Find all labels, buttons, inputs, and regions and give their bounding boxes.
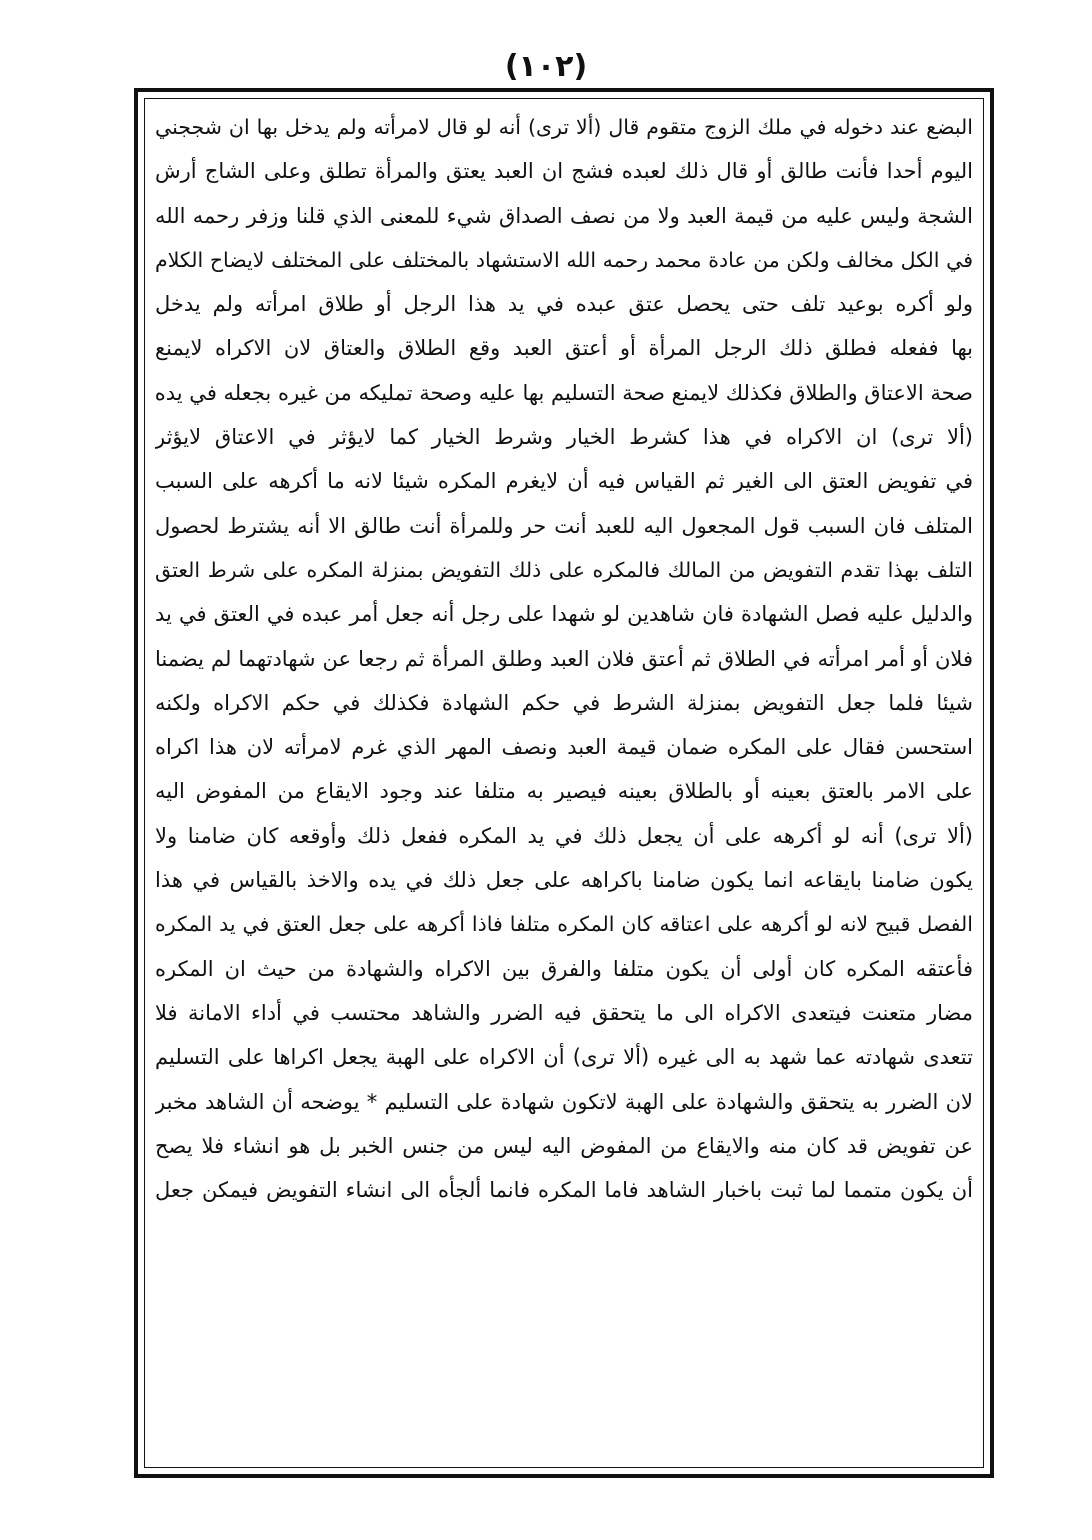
text-line: مضار متعنت فيتعدى الاكراه الى ما يتحقق فيه الضرر والشاهد محتسب في أداء الامانة فلا — [155, 1000, 973, 1025]
text-line: يكون ضامنا بايقاعه انما يكون ضامنا باكراهه على جعل ذلك في يده والاخذ بالقياس في هذا — [155, 868, 973, 893]
text-line: فلان أو أمر امرأته في الطلاق ثم أعتق فلان العبد وطلق المرأة ثم رجعا عن شهادتهما لم يضمنا — [155, 646, 973, 671]
page-frame-inner — [144, 98, 984, 1468]
text-line: أن يكون متمما لما ثبت باخبار الشاهد فاما المكره فانما ألجأه الى انشاء التفويض فيمكن جعل — [155, 1178, 973, 1203]
page-number: (١٠٢) — [504, 49, 588, 84]
text-line: بها ففعله فطلق ذلك الرجل المرأة أو أعتق العبد وقع الطلاق والعتاق لان الاكراه لايمنع — [155, 336, 973, 361]
text-line: (ألا ترى) ان الاكراه في هذا كشرط الخيار وشرط الخيار كما لايؤثر في الاعتاق لايؤثر — [155, 425, 973, 450]
text-line: الشجة وليس عليه من قيمة العبد ولا من نصف الصداق شيء للمعنى الذي قلنا وزفر رحمه الله — [155, 203, 973, 228]
text-line: والدليل عليه فصل الشهادة فان شاهدين لو شهدا على رجل أنه جعل أمر عبده في العتق في يد — [155, 602, 973, 627]
text-line: في الكل مخالف ولكن من عادة محمد رحمه الله الاستشهاد بالمختلف على المختلف لايضاح الكلام — [155, 247, 973, 272]
text-line: في تفويض العتق الى الغير ثم القياس فيه أن لايغرم المكره شيئا لانه ما أكرهه على السبب — [155, 469, 973, 494]
text-line: لان الضرر به يتحقق والشهادة على الهبة لاتكون شهادة على التسليم * يوضحه أن الشاهد مخبر — [155, 1089, 973, 1114]
text-line: الفصل قبيح لانه لو أكرهه على اعتاقه كان المكره متلفا فاذا أكرهه على جعل العتق في يد المكره — [155, 912, 973, 937]
text-line: التلف بهذا تقدم التفويض من المالك فالمكره على ذلك التفويض بمنزلة المكره على شرط العتق — [155, 557, 973, 582]
text-line: صحة الاعتاق والطلاق فكذلك لايمنع صحة التسليم بها عليه وصحة تمليكه من غيره بجعله في يده — [155, 380, 973, 405]
text-line: استحسن فقال على المكره ضمان قيمة العبد ونصف المهر الذي غرم لامرأته لان هذا اكراه — [155, 735, 973, 760]
text-line: على الامر بالعتق بعينه أو بالطلاق بعينه فيصير به متلفا عند وجود الايقاع من المفوض اليه — [155, 779, 973, 804]
text-line: المتلف فان السبب قول المجعول اليه للعبد أنت حر وللمرأة أنت طالق الا أنه يشترط لحصول — [155, 513, 973, 538]
text-line: اليوم أحدا فأنت طالق أو قال ذلك لعبده فشج ان العبد يعتق والمرأة تطلق وعلى الشاج أرش — [155, 159, 973, 184]
text-body — [155, 105, 973, 1461]
page-frame — [134, 88, 994, 1478]
text-line: البضع عند دخوله في ملك الزوج متقوم قال (ألا ترى) أنه لو قال لامرأته ولم يدخل بها ان شججني — [155, 115, 973, 139]
text-line: تتعدى شهادته عما شهد به الى غيره (ألا ترى) أن الاكراه على الهبة يجعل اكراها على التسليم — [155, 1045, 973, 1070]
text-line: شيئا فلما جعل التفويض بمنزلة الشرط في حكم الشهادة فكذلك في حكم الاكراه ولكنه — [155, 690, 973, 715]
text-line: عن تفويض قد كان منه والايقاع من المفوض اليه ليس من جنس الخبر بل هو انشاء فلا يصح — [155, 1133, 973, 1158]
text-line: فأعتقه المكره كان أولى أن يكون متلفا والفرق بين الاكراه والشهادة من حيث ان المكره — [155, 956, 973, 981]
text-line: ولو أكره بوعيد تلف حتى يحصل عتق عبده في يد هذا الرجل أو طلاق امرأته ولم يدخل — [155, 292, 973, 317]
text-line: (ألا ترى) أنه لو أكرهه على أن يجعل ذلك في يد المكره ففعل ذلك وأوقعه كان ضامنا ولا — [155, 823, 973, 848]
